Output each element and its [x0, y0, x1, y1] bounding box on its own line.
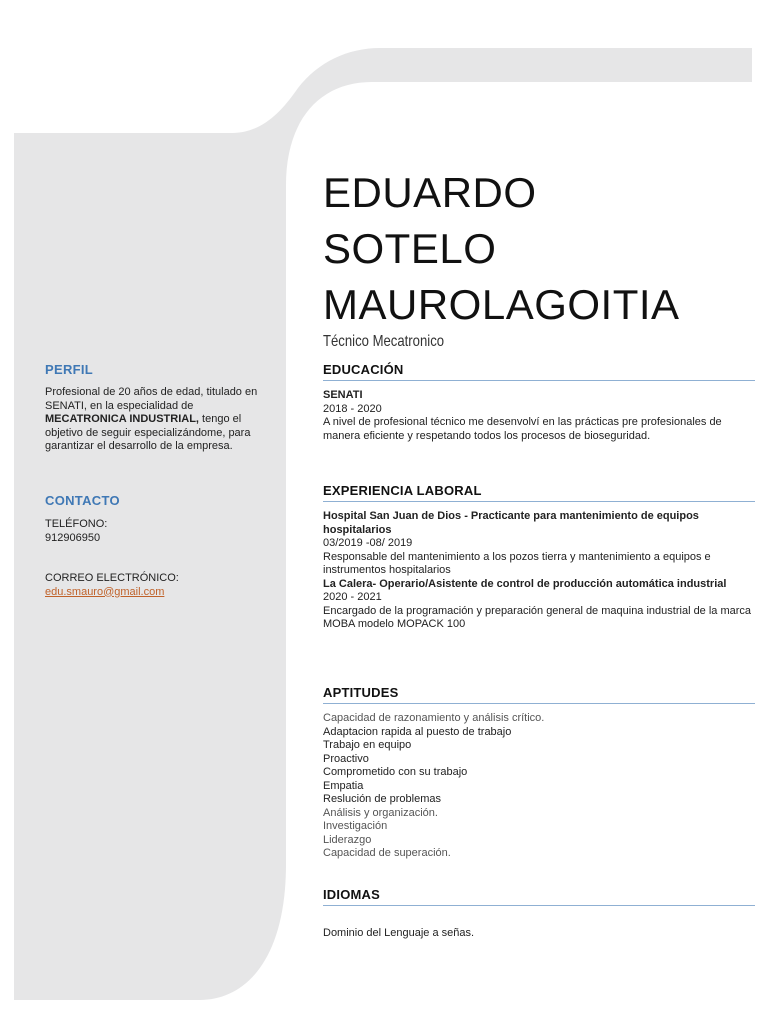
job-entry — [323, 510, 755, 578]
edu-description: A nivel de profesional técnico me desenvolví en las prácticas pre profesionales de manera eficiente y respetando todos los procesos de bioseguridad. — [323, 416, 722, 442]
name-first: EDUARDO — [323, 169, 537, 216]
job-title: Hospital San Juan de Dios - Practicante para mantenimiento de equipos hospitalarios — [323, 510, 699, 536]
educacion-heading: EDUCACIÓN — [323, 362, 755, 381]
perfil-heading: PERFIL — [45, 362, 94, 377]
idiomas-text: Dominio del Lenguaje a señas. — [323, 927, 475, 939]
phone-label: TELÉFONO: — [45, 518, 108, 530]
aptitude-item: Liderazgo — [323, 833, 372, 846]
job-entry — [323, 578, 755, 632]
aptitude-item: Comprometido con su trabajo — [323, 766, 468, 778]
name-last: MAUROLAGOITIA — [323, 281, 680, 328]
aptitude-item: Proactivo — [323, 752, 369, 765]
contacto-heading: CONTACTO — [45, 493, 120, 508]
idiomas-section — [323, 887, 755, 941]
educacion-section — [323, 362, 755, 443]
experiencia-section — [323, 483, 755, 632]
edu-dates: 2018 - 2020 — [323, 402, 382, 415]
aptitude-item: Empatia — [323, 779, 364, 792]
job-title: Técnico Mecatronico — [323, 333, 445, 350]
job-description: Responsable del mantenimiento a los pozos tierra y mantenimiento a equipos e instrumentos hospitalarios — [323, 550, 711, 576]
aptitude-item: Análisis y organización. — [323, 806, 438, 819]
experiencia-heading: EXPERIENCIA LABORAL — [323, 483, 755, 502]
idiomas-heading: IDIOMAS — [323, 887, 755, 906]
job-description: Encargado de la programación y preparación general de maquina industrial de la marca MOBA modelo MOPACK 100 — [323, 604, 752, 630]
aptitude-item: Capacidad de razonamiento y análisis crítico. — [323, 712, 545, 724]
job-dates: 2020 - 2021 — [323, 591, 382, 603]
perfil-section — [45, 362, 265, 454]
job-dates: 03/2019 -08/ 2019 — [323, 537, 413, 549]
name-header — [323, 165, 753, 351]
name-middle: SOTELO — [323, 225, 497, 272]
phone-value: 912906950 — [45, 531, 101, 544]
aptitude-item: Capacidad de superación. — [323, 847, 451, 859]
contacto-section — [45, 493, 265, 599]
aptitude-item: Trabajo en equipo — [323, 739, 412, 751]
perfil-text-after: tengo el objetivo de seguir especializándome, para garantizar el desarrollo de la empresa. — [45, 413, 251, 452]
aptitude-item: Adaptacion rapida al puesto de trabajo — [323, 725, 512, 738]
edu-institution: SENATI — [323, 389, 363, 401]
email-link[interactable]: edu.smauro@gmail.com — [45, 585, 165, 598]
aptitudes-heading: APTITUDES — [323, 685, 755, 704]
aptitude-item: Investigación — [323, 820, 388, 832]
perfil-highlight: MECATRONICA INDUSTRIAL, — [45, 413, 199, 425]
email-label: CORREO ELECTRÓNICO: — [45, 572, 179, 584]
job-title: La Calera- Operario/Asistente de control de producción automática industrial — [323, 577, 727, 590]
aptitude-item: Reslución de problemas — [323, 793, 442, 805]
aptitudes-section — [323, 685, 755, 861]
perfil-text — [45, 386, 265, 454]
aptitudes-list — [323, 712, 755, 861]
perfil-text-before: Profesional de 20 años de edad, titulado en SENATI, en la especialidad de — [45, 386, 258, 412]
